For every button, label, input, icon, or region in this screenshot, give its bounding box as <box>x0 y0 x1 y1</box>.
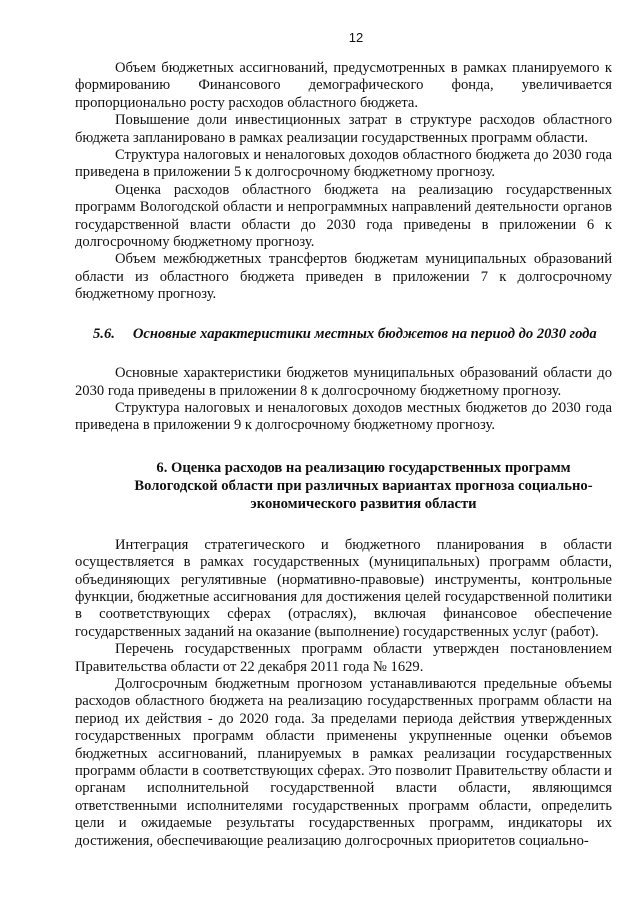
paragraph: Оценка расходов областного бюджета на реализацию государственных программ Вологодской области и непрограммных направлений деятельности органов государственной власти области до 2030 года приведены в приложении 6 к долгосрочному бюджетному прогнозу. <box>75 181 612 251</box>
paragraph: Повышение доли инвестиционных затрат в структуре расходов областного бюджета запланировано в рамках реализации государственных программ области. <box>75 112 612 146</box>
chapter-title-line: 6. Оценка расходов на реализацию государственных программ <box>156 459 571 476</box>
paragraph: Объем бюджетных ассигнований, предусмотренных в рамках планируемого к формированию Финансового демографического фонда, увеличивается пропорционально росту расходов областного бюджета. <box>75 60 612 111</box>
paragraph: Долгосрочным бюджетным прогнозом устанавливаются предельные объемы расходов областного бюджета на реализацию государственных программ области на период их действия - до 2020 года. За пределами периода действия утвержденных государственных программ области применены укрупненные оценки объемов бюджетных ассигнований, планируемых в рамках реализации государственных программ области в соответствующих сферах. Это позволит Правительству области и органам исполнительной государственной власти области, являющимся ответственными исполнителями государственных программ области, определить цели и ожидаемые результаты государственных программ, индикаторы их достижения, обеспечивающие реализацию долгосрочных приоритетов социально- <box>75 675 612 849</box>
chapter-title-line: экономического развития области <box>250 495 477 512</box>
top-paragraphs <box>75 60 612 304</box>
section-5-6-heading <box>75 326 612 343</box>
section-5-6-body <box>75 365 612 435</box>
chapter-title-line: Вологодской области при различных вариантах прогноза социально- <box>134 477 593 494</box>
paragraph: Перечень государственных программ области утвержден постановлением Правительства области от 22 декабря 2011 года № 1629. <box>75 641 612 675</box>
paragraph: Основные характеристики бюджетов муниципальных образований области до 2030 года приведены в приложении 8 к долгосрочному бюджетному прогнозу. <box>75 365 612 399</box>
paragraph: Структура налоговых и неналоговых доходов местных бюджетов до 2030 года приведена в приложении 9 к долгосрочному бюджетному прогнозу. <box>75 399 612 434</box>
chapter-6-heading <box>75 459 612 513</box>
section-title: Основные характеристики местных бюджетов на период до 2030 года <box>132 325 597 342</box>
paragraph: Структура налоговых и неналоговых доходов областного бюджета до 2030 года приведена в приложении 5 к долгосрочному бюджетному прогнозу. <box>75 147 612 181</box>
chapter-6-body <box>75 537 612 850</box>
paragraph: Объем межбюджетных трансфертов бюджетам муниципальных образований области из областного бюджета приведен в приложении 7 к долгосрочному бюджетному прогнозу. <box>75 251 612 303</box>
section-number: 5.6. <box>93 325 115 342</box>
paragraph: Интеграция стратегического и бюджетного планирования в области осуществляется в рамках государственных (муниципальных) программ области, объединяющих регулятивные (нормативно-правовые) инструменты, контрольные функции, бюджетные ассигнования для достижения целей государственной политики в соответствующих сферах (отраслях), включая финансовое обеспечение государственных заданий на оказание (выполнение) государственных услуг (работ). <box>75 536 612 640</box>
page-number: 12 <box>348 30 364 45</box>
